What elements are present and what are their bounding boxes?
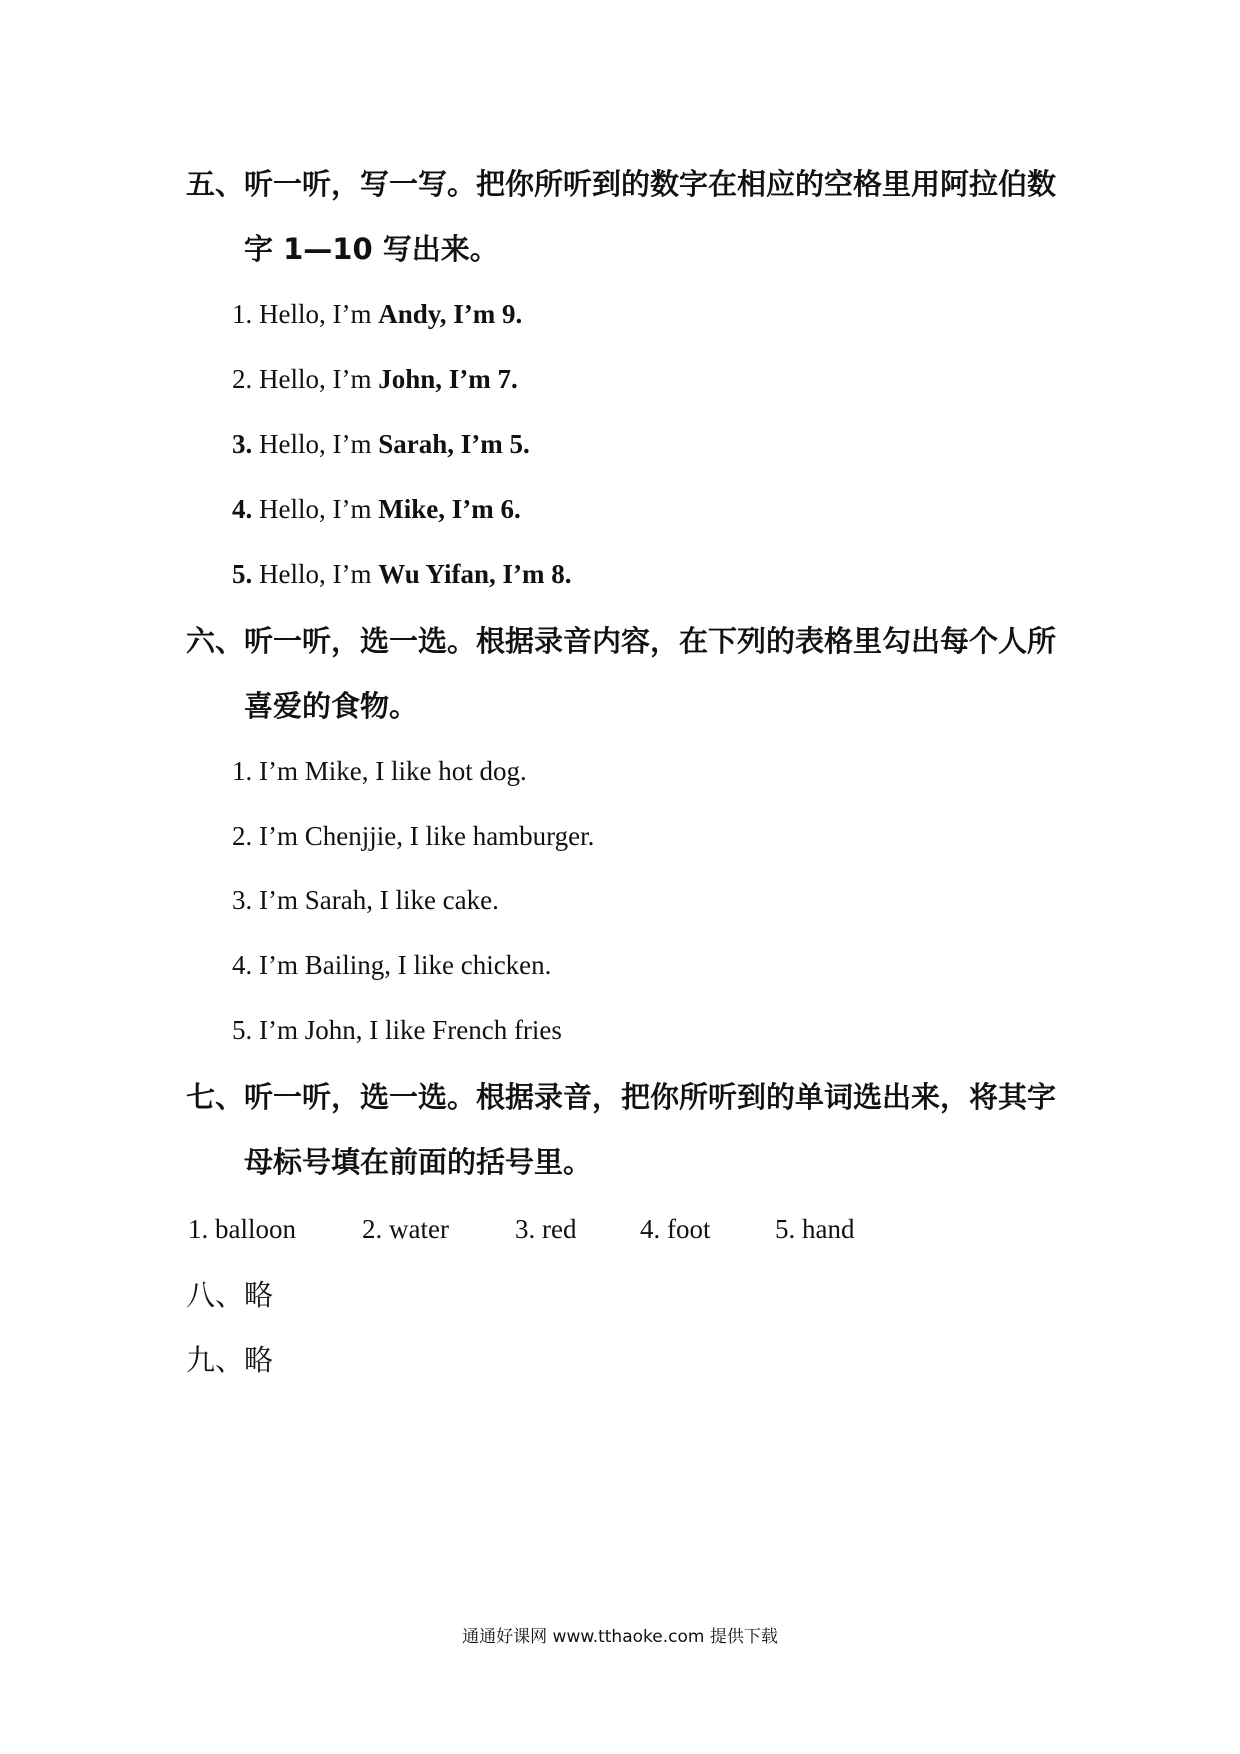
word-item: 2. water xyxy=(362,1214,449,1244)
section-5-heading-line1: 五、听一听，写一写。把你所听到的数字在相应的空格里用阿拉伯数 xyxy=(186,167,1057,201)
word-item: 1. balloon xyxy=(188,1214,296,1244)
word-item: 3. red xyxy=(515,1214,577,1244)
section-6-item-4: 4. I’m Bailing, I like chicken. xyxy=(232,950,552,980)
section-5-heading-line2: 字 1—10 写出来。 xyxy=(244,232,499,266)
item-text: Hello, I’m xyxy=(252,559,379,589)
section-9-heading xyxy=(186,1338,1066,1382)
section-6-heading-line2: 喜爱的食物。 xyxy=(244,689,419,723)
section-7-heading-line2: 母标号填在前面的括号里。 xyxy=(244,1145,593,1179)
item-bold-text: Wu Yifan, I’m 8. xyxy=(378,559,572,589)
item-text: Hello, I’m xyxy=(252,299,379,329)
section-7-heading xyxy=(186,1075,1066,1184)
item-number: 5. xyxy=(232,559,253,589)
section-8-text: 八、略 xyxy=(186,1278,274,1312)
section-7-heading-line1: 七、听一听，选一选。根据录音，把你所听到的单词选出来，将其字 xyxy=(186,1080,1057,1114)
section-6-heading xyxy=(186,619,1066,728)
item-text: Hello, I’m xyxy=(252,429,379,459)
section-5-item-1 xyxy=(232,296,522,332)
item-bold-text: Mike, I’m 6. xyxy=(378,494,521,524)
section-5-item-4 xyxy=(232,491,521,527)
item-number: 1. xyxy=(232,299,253,329)
item-number: 3. xyxy=(232,429,253,459)
section-6-heading-line1: 六、听一听，选一选。根据录音内容，在下列的表格里勾出每个人所 xyxy=(186,624,1057,658)
section-8-heading xyxy=(186,1273,1066,1317)
section-6-item-2: 2. I’m Chenjjie, I like hamburger. xyxy=(232,821,595,851)
section-5-item-5 xyxy=(232,556,572,592)
section-5-item-3 xyxy=(232,426,530,462)
item-number: 2. xyxy=(232,364,253,394)
page-footer: 通通好课网 www.tthaoke.com 提供下载 xyxy=(462,1627,778,1647)
section-9-text: 九、略 xyxy=(186,1343,274,1377)
item-text: Hello, I’m xyxy=(252,364,379,394)
section-6-item-1: 1. I’m Mike, I like hot dog. xyxy=(232,756,527,786)
section-6-item-3: 3. I’m Sarah, I like cake. xyxy=(232,885,499,915)
word-item: 4. foot xyxy=(640,1214,711,1244)
item-number: 4. xyxy=(232,494,253,524)
item-bold-text: Andy, I’m 9. xyxy=(378,299,523,329)
section-5-heading xyxy=(186,162,1066,271)
word-item: 5. hand xyxy=(775,1214,855,1244)
section-6-item-5: 5. I’m John, I like French fries xyxy=(232,1015,562,1045)
item-bold-text: John, I’m 7. xyxy=(378,364,518,394)
item-bold-text: Sarah, I’m 5. xyxy=(378,429,530,459)
section-5-item-2 xyxy=(232,361,518,397)
item-text: Hello, I’m xyxy=(252,494,379,524)
